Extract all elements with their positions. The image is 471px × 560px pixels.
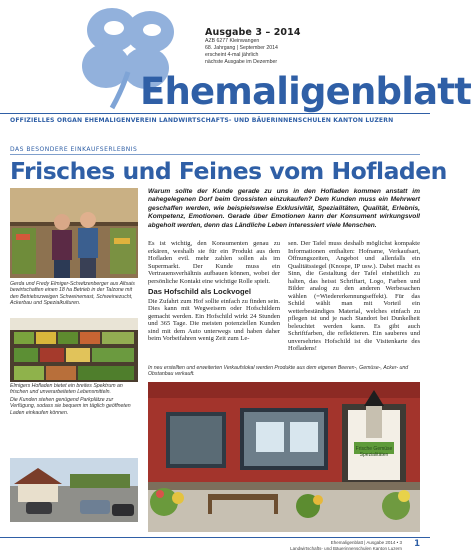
issue-line: AZB 6277 Kleinwangen: [205, 38, 260, 44]
masthead: [0, 0, 471, 124]
photo-caption: In neu erstellten und erweiterten Verkaufslokal werden Produkte aus dem eigenen Beeren-, Gemüse-, Acker- und Obstanbau verkauft.: [148, 365, 409, 378]
footer-divider: [0, 537, 430, 538]
page-number: 1: [414, 539, 420, 549]
publication-title: Ehemaligenblatt: [140, 70, 471, 113]
masthead-divider: [0, 113, 430, 114]
photo-caption: Die Kunden stehen genügend Parkplätze zur Verfügung, sodass sie bequem im täglich geöffneten Laden einkaufen können.: [10, 397, 131, 416]
kicker-divider: [10, 154, 420, 155]
article-kicker: DAS BESONDERE EINKAUFSERLEBNIS: [10, 146, 138, 153]
photo-couple: [10, 188, 138, 278]
issue-line: nächste Ausgabe im Dezember: [205, 59, 278, 65]
article-column-1: [148, 240, 280, 343]
photo-shop-front: [148, 382, 420, 532]
photo-couple-image: [10, 188, 138, 278]
article-lead: Warum sollte der Kunde gerade zu uns in den Hofladen kommen anstatt im nahegelegenen Dorf beim Grossisten einzukaufen? Dem Kunden muss ein Mehrwert geschaffen werden, wie beispielsweise Exklusivität, Spezialitäten, Qualität, Erlebnis, Kompetenz, Emotionen. Gerade über Emotionen kann der Konsument wirkungsvoll abgeholt werden, denn das Ländliche Leben interessiert viele Menschen.: [148, 188, 420, 229]
article-column-2: [288, 240, 420, 353]
body-paragraph: Es ist wichtig, den Konsumenten genau zu erkären, weshalb sie für ein Produkt aus dem Hofladen evtl. mehr zahlen sollen als im Supermarkt. Der Kunde muss ein Vertrauensverhältnis aufbauen können, wobei der persönliche Kontakt eine wichtige Rolle spielt.: [148, 240, 280, 285]
body-paragraph: sen. Der Tafel muss deshalb möglichst kompakte Informationen enthalten: Hofname, Verkaufsart, Öffnungszeiten, Angebot und allenfalls ein Qualitätssiegel (Knospe, IP usw.). Dabei macht es Sinn, die Gestaltung der Tafel einheitlich zu halten, das heisst Schriftart, Logo, Farben und Bilder analog zu den anderen Werbesachen wählen (=Wiedererkennungseffekt). Für das Schild wählt man mit Vorteil ein wetterbeständiges Material, welches einfach zu pflegen ist und je nach Standort bei Dunkelheit beleuchtet werden kann. Es gibt auch Schriftfarben, die reflektieren. Ein sauberes und unversehrtes Hofschild ist die Visitenkarte des Hofladens!: [288, 240, 420, 352]
body-paragraph: Die Zufahrt zum Hof sollte einfach zu finden sein. Dies kann mit Wegweisern oder Hofschildern gemacht werden. Ein Hofschild wirkt 24 Stunden und 365 Tage. Die meisten potenziellen Kunden sind mit dem Auto unterwegs und haben daher beim Vorbeifahren wenig Zeit zum Le-: [148, 297, 280, 342]
photo-caption: Gerda und Fredy Elmiger-Schwitzenberger aus Altsais bewirtschaften einen 18 ha Betrieb in der Talzone mit den Betriebszweigen Schweinemast, Schweinezucht, Ackerbau und Spezialkulturen.: [10, 281, 135, 307]
photo-caption: Elmigers Hofladen bietet ein breites Spektrum an frischen und unverarbeiteten Lebensmitteln.: [10, 383, 123, 396]
issue-number: Ausgabe 3 – 2014: [205, 27, 301, 38]
shop-sign: Frische Gemüse Spezialitäten: [355, 446, 393, 458]
footer-line: Ehemaligenblatt | Ausgabe 2014 • 3: [330, 540, 402, 545]
photo-shelves-image: [10, 318, 138, 382]
issue-line: 68. Jahrgang | September 2014: [205, 45, 278, 51]
publication-subtitle: OFFIZIELLES ORGAN EHEMALIGENVEREIN LANDWIRTSCHAFTS- UND BÄUERINNENSCHULEN KANTON LUZERN: [10, 117, 394, 124]
article-headline: Frisches und Feines vom Hofladen: [10, 157, 447, 185]
footer-line: Landwirtschafts- und Bäuerinnenschulen Kanton Luzern: [290, 545, 402, 551]
footer-text: [290, 540, 402, 552]
issue-line: erscheint 4-mal jährlich: [205, 52, 259, 58]
photo-shelves: [10, 318, 138, 382]
photo-parking-image: [10, 458, 138, 522]
photo-parking: [10, 458, 138, 522]
section-heading: Das Hofschild als Lockvogel: [148, 287, 251, 296]
issue-info: [205, 27, 365, 66]
